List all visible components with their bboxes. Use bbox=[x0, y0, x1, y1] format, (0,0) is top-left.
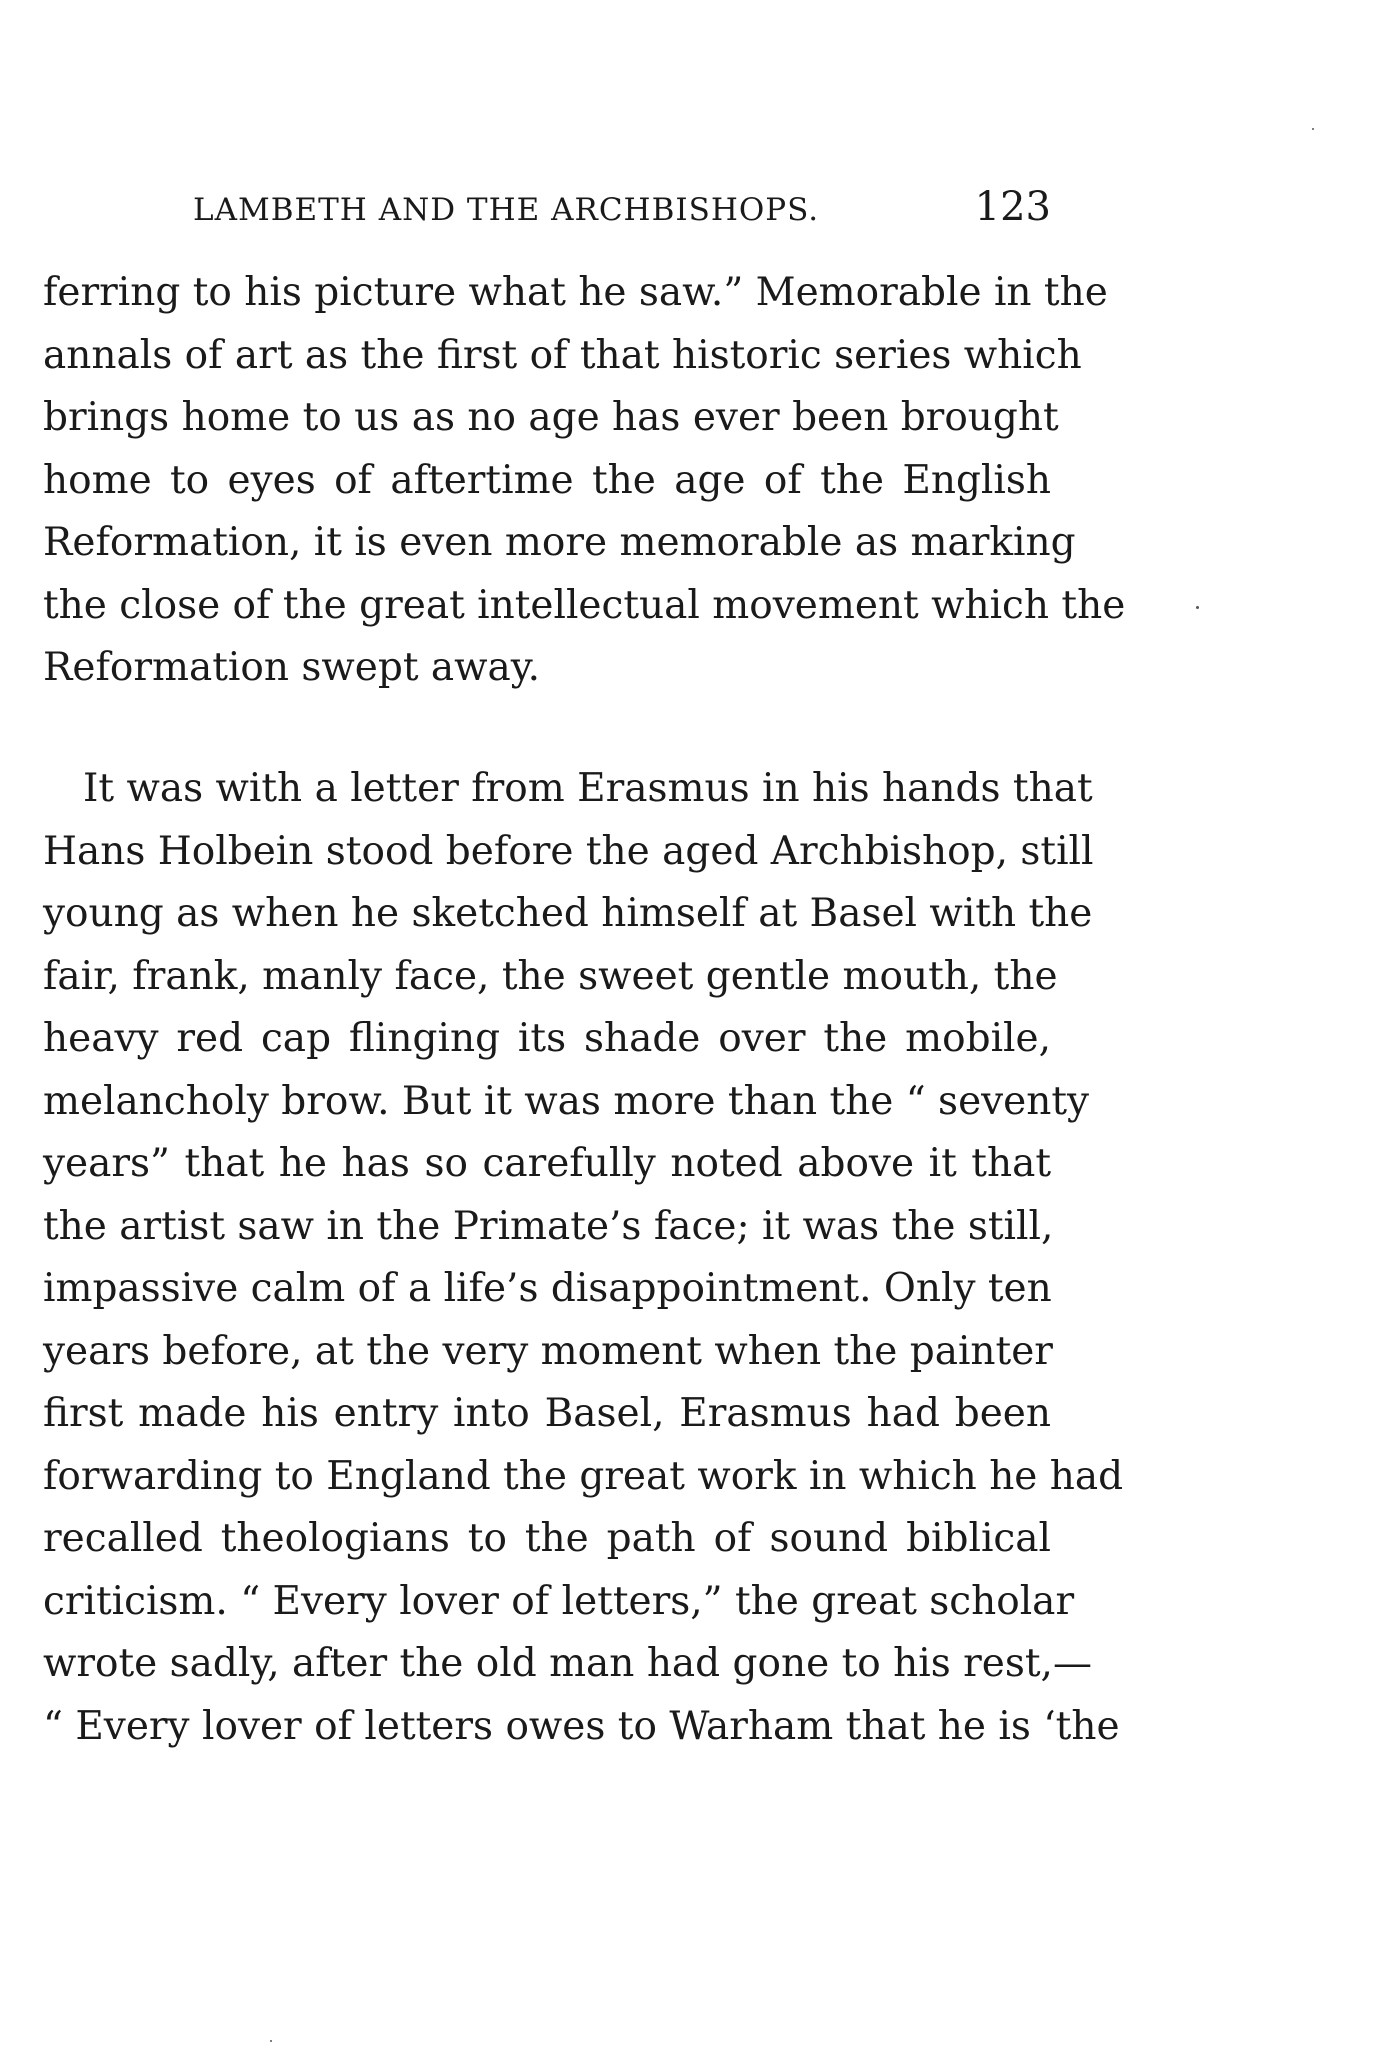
text-line: the artist saw in the Primate’s face; it was the still, bbox=[43, 1203, 1054, 1249]
text-line: home to eyes of aftertime the age of the English bbox=[43, 457, 1051, 503]
page-header bbox=[43, 180, 1051, 240]
paper-speck bbox=[1196, 606, 1199, 609]
text-line: criticism. “ Every lover of letters,” the great scholar bbox=[43, 1578, 1075, 1624]
running-title: LAMBETH AND THE ARCHBISHOPS. bbox=[193, 192, 820, 228]
text-line: years” that he has so carefully noted above it that bbox=[43, 1141, 1051, 1186]
text-line: young as when he sketched himself at Basel with the bbox=[43, 891, 1093, 936]
page-number: 123 bbox=[974, 184, 1051, 230]
text-line: “ Every lover of letters owes to Warham that he is ‘the bbox=[43, 1703, 1120, 1749]
paper-speck bbox=[270, 2040, 272, 2042]
paper-speck bbox=[1312, 128, 1314, 130]
text-line: wrote sadly, after the old man had gone to his rest,— bbox=[43, 1641, 1092, 1686]
text-line: Hans Holbein stood before the aged Archbishop, still bbox=[43, 828, 1094, 874]
text-line: annals of art as the first of that historic series which bbox=[43, 332, 1082, 378]
text-line: years before, at the very moment when the painter bbox=[43, 1328, 1053, 1374]
text-line: the close of the great intellectual movement which the bbox=[43, 582, 1126, 628]
text-line: first made his entry into Basel, Erasmus had been bbox=[43, 1391, 1051, 1436]
text-line: ferring to his picture what he saw.” Memorable in the bbox=[43, 270, 1108, 315]
text-line: brings home to us as no age has ever been brought bbox=[43, 395, 1059, 440]
paragraph-1 bbox=[43, 262, 1126, 700]
text-line: melancholy brow. But it was more than the “ seventy bbox=[43, 1078, 1090, 1124]
text-line: impassive calm of a life’s disappointment. Only ten bbox=[43, 1266, 1052, 1311]
text-line: forwarding to England the great work in which he had bbox=[43, 1453, 1124, 1499]
paragraph-2 bbox=[43, 758, 1124, 1758]
text-line: fair, frank, manly face, the sweet gentle mouth, the bbox=[43, 953, 1058, 999]
text-line: Reformation, it is even more memorable as marking bbox=[43, 520, 1076, 565]
text-line: heavy red cap flinging its shade over the mobile, bbox=[43, 1016, 1051, 1061]
text-line: Reformation swept away. bbox=[43, 645, 541, 690]
text-line: It was with a letter from Erasmus in his hands that bbox=[83, 766, 1093, 811]
text-line: recalled theologians to the path of sound biblical bbox=[43, 1516, 1051, 1561]
